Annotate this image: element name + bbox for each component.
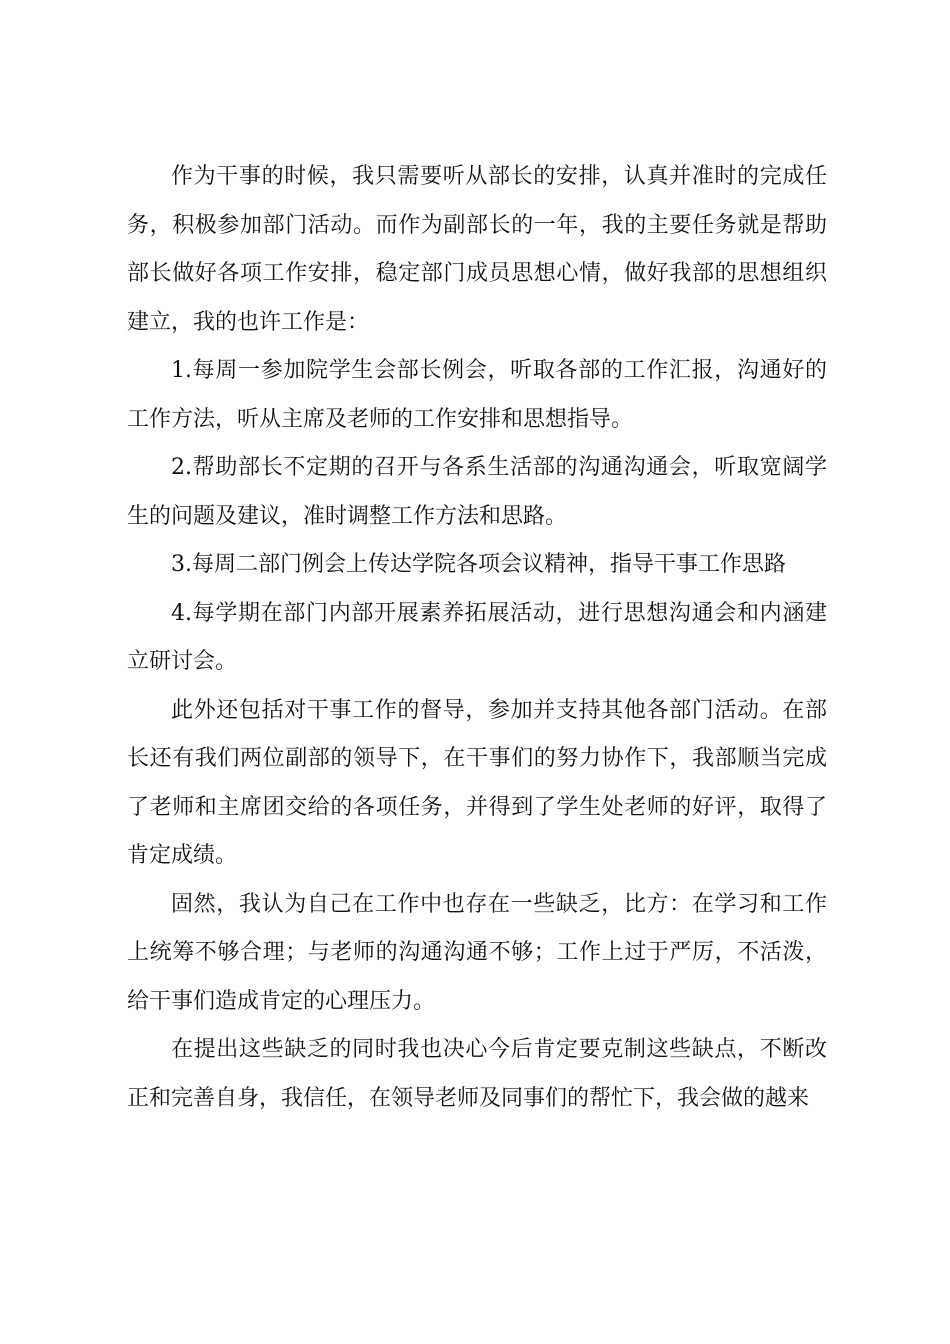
paragraph-item-4: 4.每学期在部门内部开展素养拓展活动，进行思想沟通会和内涵建立研讨会。 <box>127 600 827 674</box>
paragraph-item-1: 1.每周一参加院学生会部长例会，听取各部的工作汇报，沟通好的工作方法，听从主席及老师的工作安排和思想指导。 <box>127 358 827 432</box>
paragraph-item-3: 3.每周二部门例会上传达学院各项会议精神，指导干事工作思路 <box>171 552 786 577</box>
document-body <box>127 153 827 1123</box>
paragraph-shortcomings: 固然，我认为自己在工作中也存在一些缺乏，比方：在学习和工作上统筹不够合理；与老师的沟通沟通不够；工作上过于严厉，不活泼，给干事们造成肯定的心理压力。 <box>127 891 827 1014</box>
paragraph-item-2: 2.帮助部长不定期的召开与各系生活部的沟通沟通会，听取宽阔学生的问题及建议，准时调整工作方法和思路。 <box>127 455 827 529</box>
paragraph-intro: 作为干事的时候，我只需要听从部长的安排，认真并准时的完成任务，积极参加部门活动。而作为副部长的一年，我的主要任务就是帮助部长做好各项工作安排，稳定部门成员思想心情，做好我部的思想组织建立，我的也许工作是： <box>127 164 827 335</box>
paragraph-supervision: 此外还包括对干事工作的督导，参加并支持其他各部门活动。在部长还有我们两位副部的领导下，在干事们的努力协作下，我部顺当完成了老师和主席团交给的各项任务，并得到了学生处老师的好评，取得了肯定成绩。 <box>127 697 827 868</box>
paragraph-resolution: 在提出这些缺乏的同时我也决心今后肯定要克制这些缺点，不断改正和完善自身，我信任，在领导老师及同事们的帮忙下，我会做的越来 <box>127 1037 827 1111</box>
